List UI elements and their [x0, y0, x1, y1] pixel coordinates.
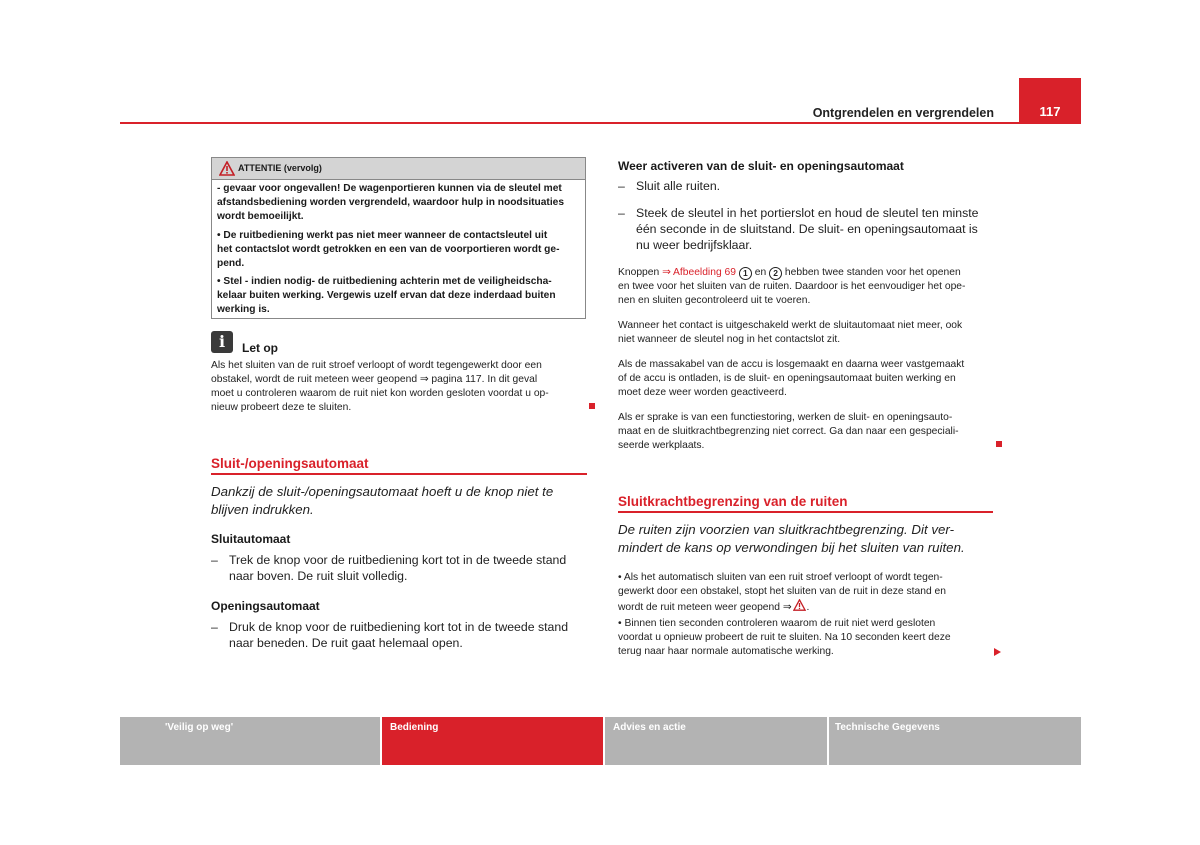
paragraph-line: Wanneer het contact is uitgeschakeld werkt de sluitautomaat niet meer, ook: [618, 320, 963, 331]
warning-line: pend.: [217, 258, 245, 269]
list-item-line: naar beneden. De ruit gaat helemaal open.: [229, 636, 463, 650]
next-page-arrow-icon: [994, 648, 1001, 656]
bullet-line: terug naar haar normale automatische werking.: [618, 646, 834, 657]
text: hebben twee standen voor het openen: [782, 267, 961, 278]
dash-bullet: –: [618, 206, 625, 220]
end-marker-icon: [589, 403, 595, 409]
warning-header: [212, 158, 585, 180]
warning-line: kelaar buiten werking. Vergewis uzelf ervan dat deze inderdaad buiten: [217, 290, 556, 301]
subheading-sluitautomaat: Sluitautomaat: [211, 532, 291, 546]
section-rule: [618, 511, 993, 513]
dash-bullet: –: [211, 620, 218, 634]
list-item-line: naar boven. De ruit sluit volledig.: [229, 569, 408, 583]
subheading-openingsautomaat: Openingsautomaat: [211, 599, 320, 613]
paragraph-line: Als er sprake is van een functiestoring, werken de sluit- en openingsauto-: [618, 412, 953, 423]
tab-label: 'Veilig op weg': [165, 722, 234, 733]
chapter-title: Ontgrendelen en vergrendelen: [812, 106, 994, 120]
warning-line: werking is.: [217, 304, 270, 315]
warning-triangle-icon: [219, 161, 235, 176]
dash-bullet: –: [618, 179, 625, 193]
subheading-weer-activeren: Weer activeren van de sluit- en openingsautomaat: [618, 159, 904, 173]
callout-number: 1: [739, 267, 752, 280]
bullet-line: • Binnen tien seconden controleren waarom de ruit niet werd gesloten: [618, 618, 936, 629]
list-item-line: één seconde in de sluitstand. De sluit- en openingsautomaat is: [636, 222, 978, 236]
list-item-line: Druk de knop voor de ruitbediening kort tot in de tweede stand: [229, 620, 569, 634]
text: wordt de ruit meteen weer geopend ⇒: [618, 602, 792, 613]
buttons-paragraph-line: nen en sluiten gecontroleerd uit te voeren.: [618, 295, 811, 306]
note-line: nieuw probeert deze te sluiten.: [211, 402, 352, 413]
warning-box: [211, 157, 586, 319]
note-heading: Let op: [242, 341, 278, 355]
figure-link[interactable]: ⇒ Afbeelding 69: [662, 267, 736, 278]
buttons-paragraph-line: [618, 266, 961, 280]
list-item: [211, 619, 591, 651]
buttons-paragraph-line: en twee voor het sluiten van de ruiten. Daardoor is het eenvoudiger het ope-: [618, 281, 966, 292]
tab-advies-en-actie[interactable]: [605, 717, 827, 765]
warning-line: wordt bemoeilijkt.: [217, 211, 304, 222]
bullet-line: wordt de ruit meteen weer geopend ⇒ .: [618, 599, 809, 615]
tab-bediening[interactable]: [382, 717, 603, 765]
tab-label: Technische Gegevens: [835, 722, 940, 733]
list-item-line: nu weer bedrijfsklaar.: [636, 238, 753, 252]
note-line: moet u controleren waarom de ruit niet kon worden gesloten voordat u op-: [211, 388, 549, 399]
tab-veilig-op-weg[interactable]: [120, 717, 380, 765]
tab-label: Bediening: [390, 722, 439, 733]
lead-line: De ruiten zijn voorzien van sluitkrachtbegrenzing. Dit ver-: [618, 522, 955, 537]
lead-line: mindert de kans op verwondingen bij het sluiten van ruiten.: [618, 540, 965, 555]
page-number: 117: [1039, 104, 1061, 119]
dash-bullet: –: [211, 553, 218, 567]
text: en: [751, 267, 770, 278]
end-marker-icon: [996, 441, 1002, 447]
bullet-line: • Als het automatisch sluiten van een ruit stroef verloopt of wordt tegen-: [618, 572, 943, 583]
section-heading-sluit-openingsautomaat: Sluit-/openingsautomaat: [211, 456, 369, 471]
paragraph-line: niet wanneer de sleutel nog in het contactslot zit.: [618, 334, 841, 345]
warning-triangle-icon[interactable]: [793, 599, 806, 611]
warning-line: het contactslot wordt getrokken en een van de voorportieren wordt ge-: [217, 244, 560, 255]
list-item: [618, 178, 998, 194]
section-rule: [211, 473, 587, 475]
bullet-line: gewerkt door een obstakel, stopt het sluiten van de ruit in deze stand en: [618, 586, 946, 597]
note-line: Als het sluiten van de ruit stroef verloopt of wordt tegengewerkt door een: [211, 360, 542, 371]
list-item-line: Steek de sleutel in het portierslot en houd de sleutel ten minste: [636, 206, 979, 220]
warning-line: • De ruitbediening werkt pas niet meer wanneer de contactsleutel uit: [217, 230, 548, 241]
warning-line: - gevaar voor ongevallen! De wagenportieren kunnen via de sleutel met: [217, 183, 562, 194]
paragraph-line: maat en de sluitkrachtbegrenzing niet correct. Ga dan naar een gespeciali-: [618, 426, 959, 437]
paragraph-line: seerde werkplaats.: [618, 440, 705, 451]
warning-line: afstandsbediening worden vergrendeld, waardoor hulp in noodsituaties: [217, 197, 564, 208]
paragraph-line: Als de massakabel van de accu is losgemaakt en daarna weer vastgemaakt: [618, 359, 965, 370]
list-item: [618, 205, 998, 253]
header-rule: [120, 122, 1081, 124]
warning-line: • Stel - indien nodig- de ruitbediening achterin met de veiligheidscha-: [217, 276, 552, 287]
tab-technische-gegevens[interactable]: [829, 717, 1081, 765]
section-heading-sluitkrachtbegrenzing: Sluitkrachtbegrenzing van de ruiten: [618, 494, 848, 509]
list-item: [211, 552, 591, 584]
text: Knoppen: [618, 267, 663, 278]
bullet-line: voordat u opnieuw probeert de ruit te sluiten. Na 10 seconden keert deze: [618, 632, 951, 643]
tab-label: Advies en actie: [613, 722, 686, 733]
callout-number: 2: [769, 267, 782, 280]
lead-line: blijven indrukken.: [211, 502, 314, 517]
list-item-line: Trek de knop voor de ruitbediening kort tot in de tweede stand: [229, 553, 567, 567]
lead-line: Dankzij de sluit-/openingsautomaat hoeft u de knop niet te: [211, 484, 554, 499]
warning-label: ATTENTIE (vervolg): [238, 163, 322, 173]
note-line: obstakel, wordt de ruit meteen weer geopend ⇒ pagina 117. In dit geval: [211, 374, 538, 385]
list-item-line: Sluit alle ruiten.: [636, 179, 721, 193]
info-note-icon: i: [211, 331, 233, 353]
paragraph-line: moet deze weer worden geactiveerd.: [618, 387, 787, 398]
paragraph-line: of de accu is ontladen, is de sluit- en openingsautomaat buiten werking en: [618, 373, 956, 384]
